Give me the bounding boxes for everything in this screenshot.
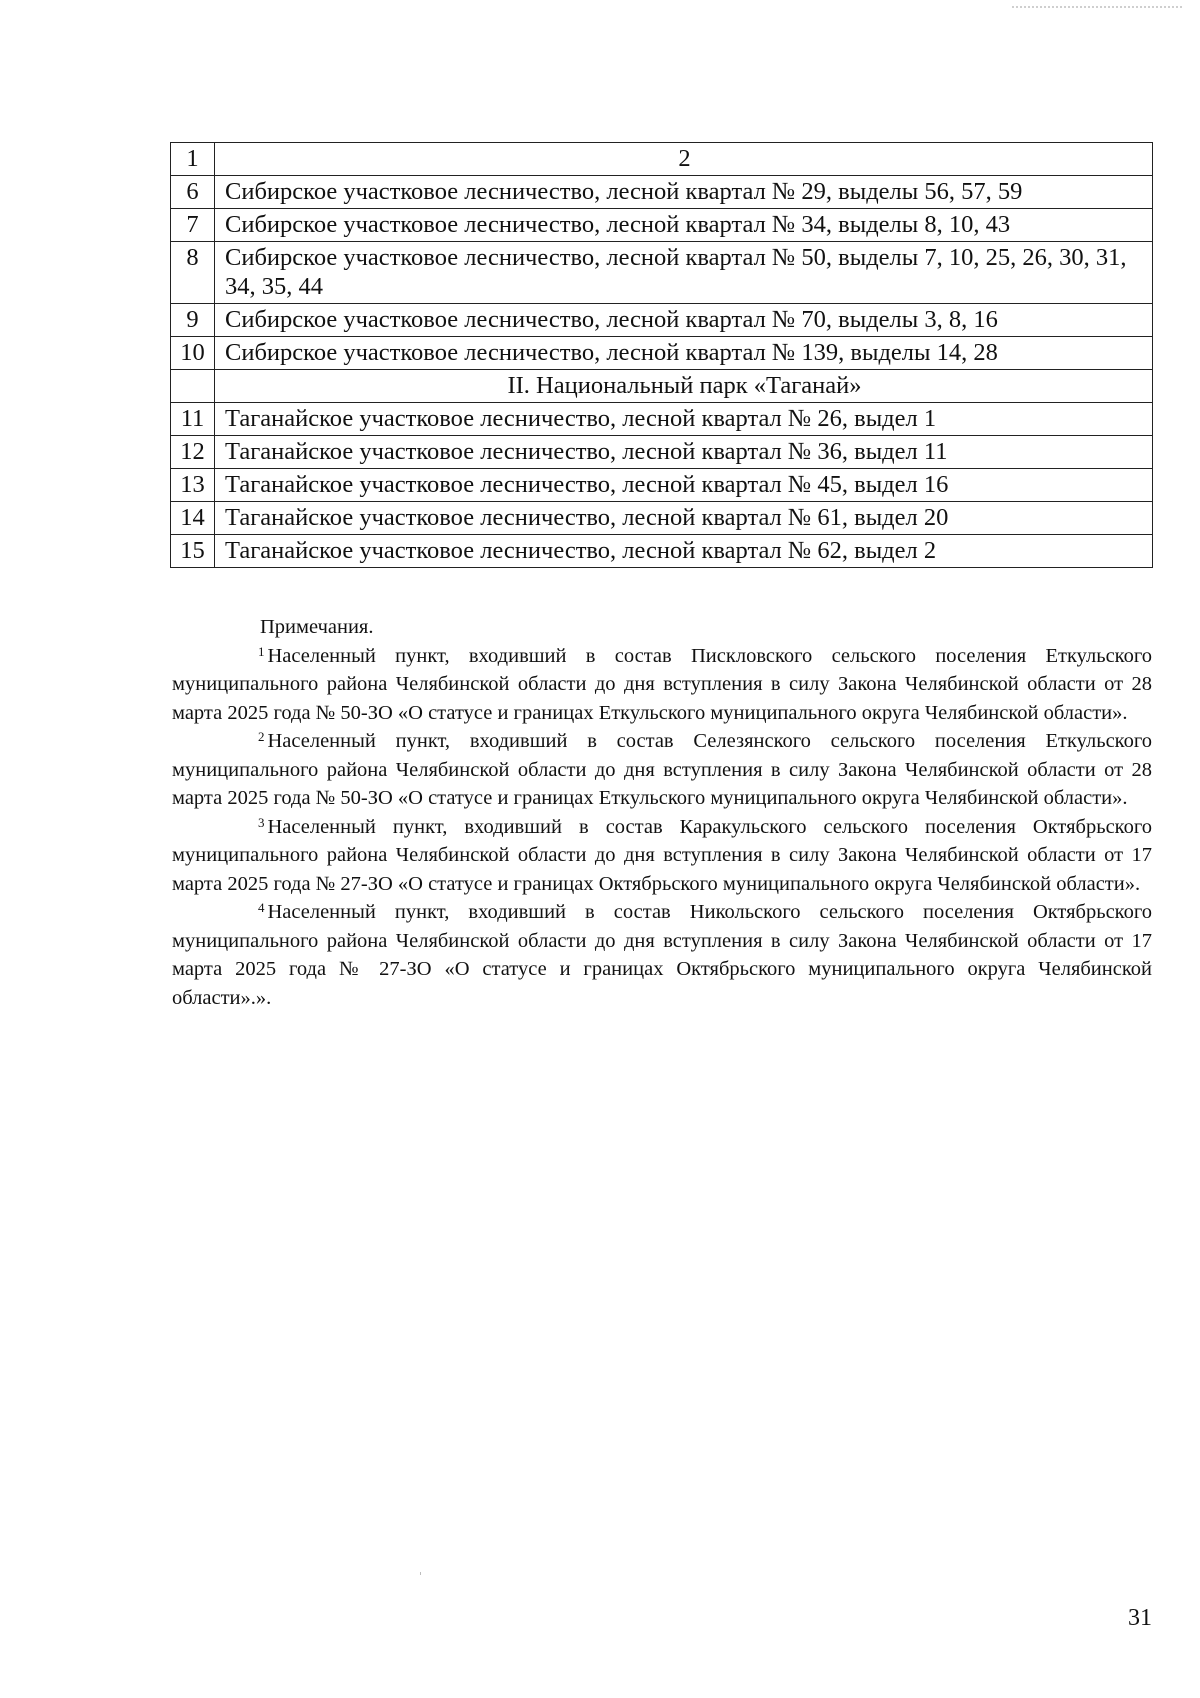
- row-text: Таганайское участковое лесничество, лесной квартал № 26, выдел 1: [215, 403, 1153, 436]
- table-header-row: [171, 143, 1153, 176]
- footnote-text: Населенный пункт, входивший в состав Никольского сельского поселения Октябрьского муниципального района Челябинской области до дня вступления в силу Закона Челябинской области от 17 марта 2025 года № 27-ЗО «О статусе и границах Октябрьского муниципального округа Челябинской области».».: [172, 901, 1152, 1009]
- row-text: Таганайское участковое лесничество, лесной квартал № 62, выдел 2: [215, 535, 1153, 568]
- row-text: Таганайское участковое лесничество, лесной квартал № 61, выдел 20: [215, 502, 1153, 535]
- row-number: 9: [171, 304, 215, 337]
- footnote-text: Населенный пункт, входивший в состав Пискловского сельского поселения Еткульского муниципального района Челябинской области до дня вступления в силу Закона Челябинской области от 28 марта 2025 года № 50-ЗО «О статусе и границах Еткульского муниципального округа Челябинской области».: [172, 644, 1152, 724]
- footnote: [172, 727, 1152, 813]
- row-number: 8: [171, 242, 215, 304]
- row-text: Сибирское участковое лесничество, лесной квартал № 70, выделы 3, 8, 16: [215, 304, 1153, 337]
- footnote-mark: 4: [258, 900, 265, 915]
- row-text: Таганайское участковое лесничество, лесной квартал № 45, выдел 16: [215, 469, 1153, 502]
- footnote-mark: 3: [258, 814, 265, 830]
- column-number-header: 1: [171, 143, 215, 176]
- footnote-text: Населенный пункт, входивший в состав Селезянского сельского поселения Еткульского муниципального района Челябинской области до дня вступления в силу Закона Челябинской области от 28 марта 2025 года № 50-ЗО «О статусе и границах Еткульского муниципального округа Челябинской области».: [172, 730, 1152, 809]
- row-text: Сибирское участковое лесничество, лесной квартал № 29, выделы 56, 57, 59: [215, 176, 1153, 209]
- table-row: [171, 469, 1153, 502]
- table-row: [171, 403, 1153, 436]
- table-row: [171, 502, 1153, 535]
- scan-speck: [420, 1572, 421, 1575]
- footnote: [172, 813, 1152, 899]
- forest-areas-table: [170, 142, 1153, 568]
- row-text: Сибирское участковое лесничество, лесной квартал № 50, выделы 7, 10, 25, 26, 30, 31, 34, 35, 44: [215, 242, 1153, 304]
- table-row: [171, 535, 1153, 568]
- notes-section: [172, 613, 1152, 1012]
- page-number: 31: [1128, 1605, 1152, 1631]
- footnote-text: Населенный пункт, входивший в состав Каракульского сельского поселения Октябрьского муниципального района Челябинской области до дня вступления в силу Закона Челябинской области от 17 марта 2025 года № 27-ЗО «О статусе и границах Октябрьского муниципального округа Челябинской области».: [172, 815, 1152, 895]
- row-number: 11: [171, 403, 215, 436]
- row-number: 10: [171, 337, 215, 370]
- footnote-mark: 2: [258, 729, 265, 744]
- table-row: [171, 242, 1153, 304]
- row-number: 14: [171, 502, 215, 535]
- row-text: Таганайское участковое лесничество, лесной квартал № 36, выдел 11: [215, 436, 1153, 469]
- row-number: 15: [171, 535, 215, 568]
- scan-artifact: [1012, 6, 1182, 10]
- table-row: [171, 304, 1153, 337]
- row-text: Сибирское участковое лесничество, лесной квартал № 139, выделы 14, 28: [215, 337, 1153, 370]
- footnote-mark: 1: [258, 643, 265, 659]
- section-empty-cell: [171, 370, 215, 403]
- section-title: II. Национальный парк «Таганай»: [215, 370, 1153, 403]
- column-text-header: 2: [215, 143, 1153, 176]
- row-number: 7: [171, 209, 215, 242]
- table-row: [171, 436, 1153, 469]
- table-section-row: [171, 370, 1153, 403]
- table-row: [171, 176, 1153, 209]
- row-number: 6: [171, 176, 215, 209]
- row-number: 13: [171, 469, 215, 502]
- footnote: [172, 898, 1152, 1012]
- table-row: [171, 209, 1153, 242]
- row-number: 12: [171, 436, 215, 469]
- footnote: [172, 642, 1152, 728]
- table-row: [171, 337, 1153, 370]
- row-text: Сибирское участковое лесничество, лесной квартал № 34, выделы 8, 10, 43: [215, 209, 1153, 242]
- notes-title: Примечания.: [260, 616, 374, 638]
